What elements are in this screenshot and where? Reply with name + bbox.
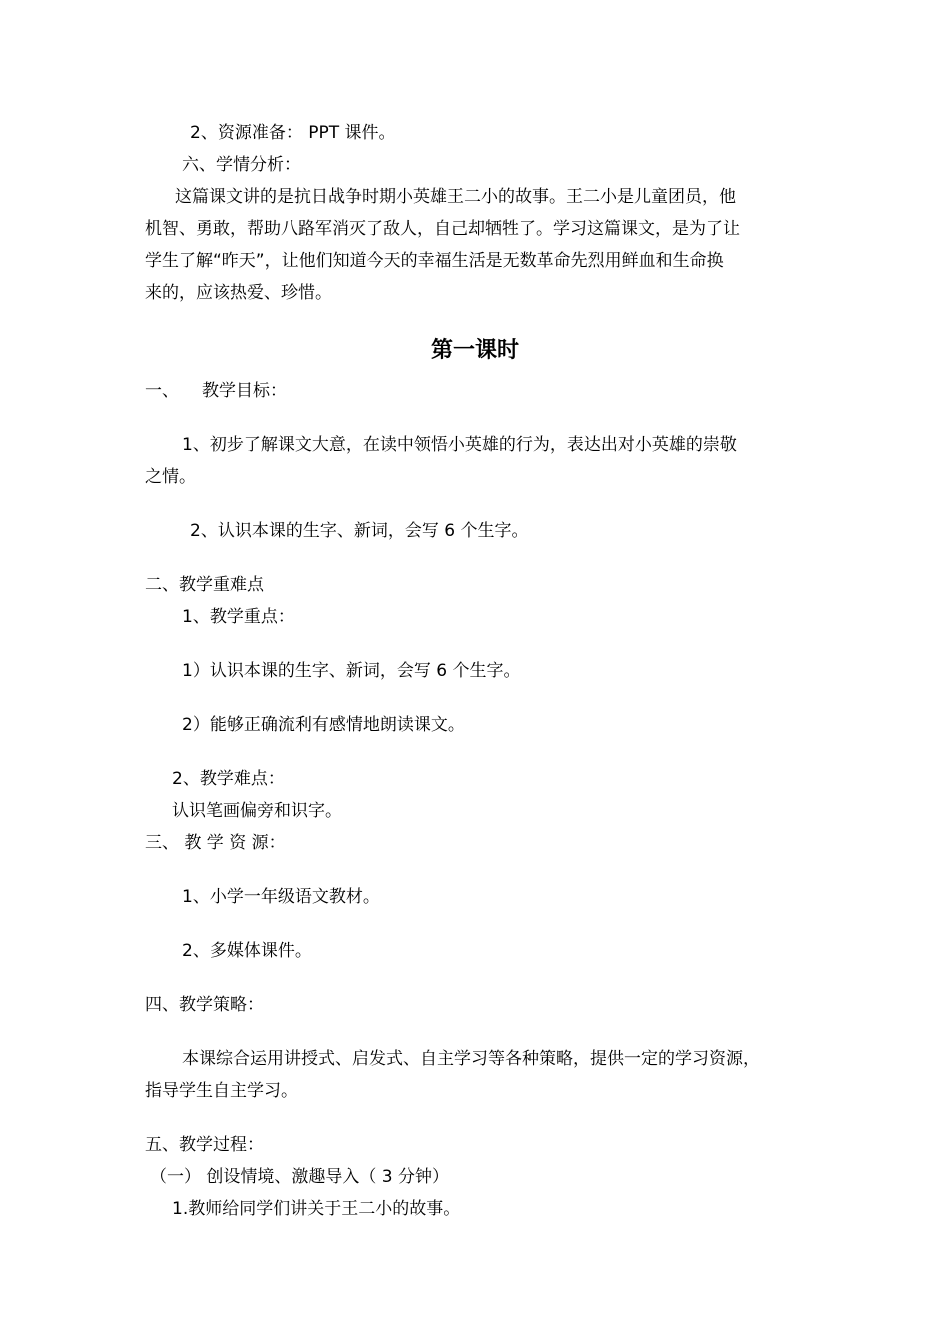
lesson-title: 第一课时 — [430, 338, 519, 363]
analysis-line-2: 机智、勇敢，帮助八路军消灭了敌人，自己却牺牲了。学习这篇课文，是为了让 — [145, 219, 740, 239]
difficulty-text: 认识笔画偏旁和识字。 — [172, 801, 342, 821]
difficulty-heading: 2、教学难点： — [172, 769, 285, 789]
goals-heading: 教学目标： — [202, 381, 287, 401]
keypoints-heading: 二、教学重难点 — [145, 575, 264, 595]
analysis-line-3: 学生了解“昨天”，让他们知道今天的幸福生活是无数革命先烈用鲜血和生命换 — [145, 251, 724, 271]
key-focus-item-2: 2）能够正确流利有感情地朗读课文。 — [182, 715, 465, 735]
goals-heading-number: 一、 — [145, 381, 179, 401]
section6-heading: 六、学情分析： — [182, 155, 301, 175]
strategy-line-2: 指导学生自主学习。 — [145, 1081, 298, 1101]
process-heading: 五、教学过程： — [145, 1135, 264, 1155]
key-focus-item-1: 1）认识本课的生字、新词，会写 6 个生字。 — [182, 661, 521, 681]
strategy-heading: 四、教学策略： — [145, 995, 264, 1015]
analysis-line-4: 来的，应该热爱、珍惜。 — [145, 283, 332, 303]
goal-1-line-2: 之情。 — [145, 467, 196, 487]
strategy-line-1: 本课综合运用讲授式、启发式、自主学习等各种策略，提供一定的学习资源， — [182, 1049, 760, 1069]
resource-prep-line: 2、资源准备： PPT 课件。 — [190, 123, 396, 143]
resource-item-1: 1、小学一年级语文教材。 — [182, 887, 380, 907]
goal-1-line-1: 1、初步了解课文大意，在读中领悟小英雄的行为，表达出对小英雄的崇敬 — [182, 435, 737, 455]
goal-2: 2、认识本课的生字、新词，会写 6 个生字。 — [190, 521, 529, 541]
key-focus-heading: 1、教学重点： — [182, 607, 295, 627]
analysis-line-1: 这篇课文讲的是抗日战争时期小英雄王二小的故事。王二小是儿童团员，他 — [175, 187, 736, 207]
process-step-1: （一） 创设情境、激趣导入（ 3 分钟） — [150, 1167, 450, 1187]
resource-item-2: 2、多媒体课件。 — [182, 941, 312, 961]
resources-heading: 三、 教 学 资 源： — [145, 833, 286, 853]
process-step-1-item-1: 1.教师给同学们讲关于王二小的故事。 — [172, 1199, 461, 1219]
